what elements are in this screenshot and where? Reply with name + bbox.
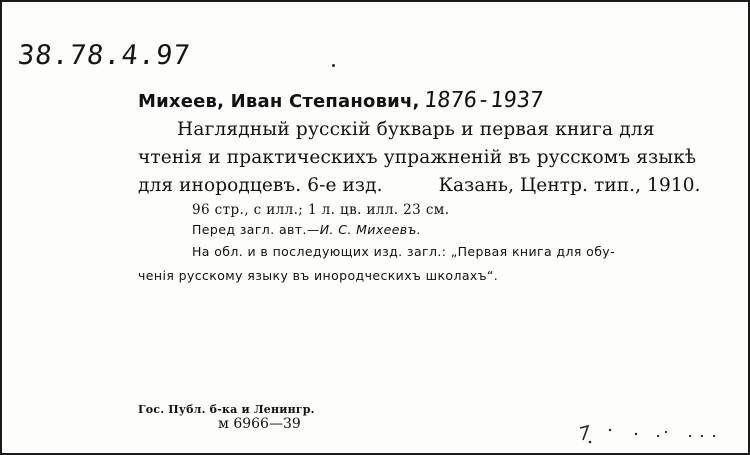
title-line-1: Наглядный русскій букварь и первая книга для: [177, 119, 655, 140]
collation: 96 стр., с илл.; 1 л. цв. илл. 23 см.: [192, 202, 450, 218]
title-line-3-text: для инородцевъ. 6-е изд.: [138, 175, 383, 196]
card-number: м 6966—39: [218, 416, 301, 432]
title-line-3: [138, 175, 701, 196]
author-name: Михеев, Иван Степанович,: [138, 91, 420, 112]
ink-speck: [332, 64, 335, 67]
title-line-2: чтенія и практическихъ упражненій въ русскомъ языкѣ: [138, 147, 697, 168]
author-heading: [138, 88, 543, 113]
author-years: 1876-1937: [422, 88, 544, 113]
author-note-label: Перед загл. авт.—: [192, 222, 320, 237]
cover-note-line-1: На обл. и в последующих изд. загл.: „Первая книга для обу-: [192, 244, 616, 259]
author-note: [192, 222, 421, 237]
cover-note-line-2: ченія русскому языку въ инородческихъ школахъ“.: [138, 268, 499, 283]
author-note-name: И. С. Михеевъ.: [319, 222, 422, 237]
library-stamp: Гос. Публ. б-ка и Ленингр.: [138, 403, 315, 416]
imprint: Казань, Центр. тип., 1910.: [438, 175, 701, 196]
shelfmark: 38.78.4.97: [16, 40, 193, 71]
pencil-mark: [574, 420, 724, 448]
